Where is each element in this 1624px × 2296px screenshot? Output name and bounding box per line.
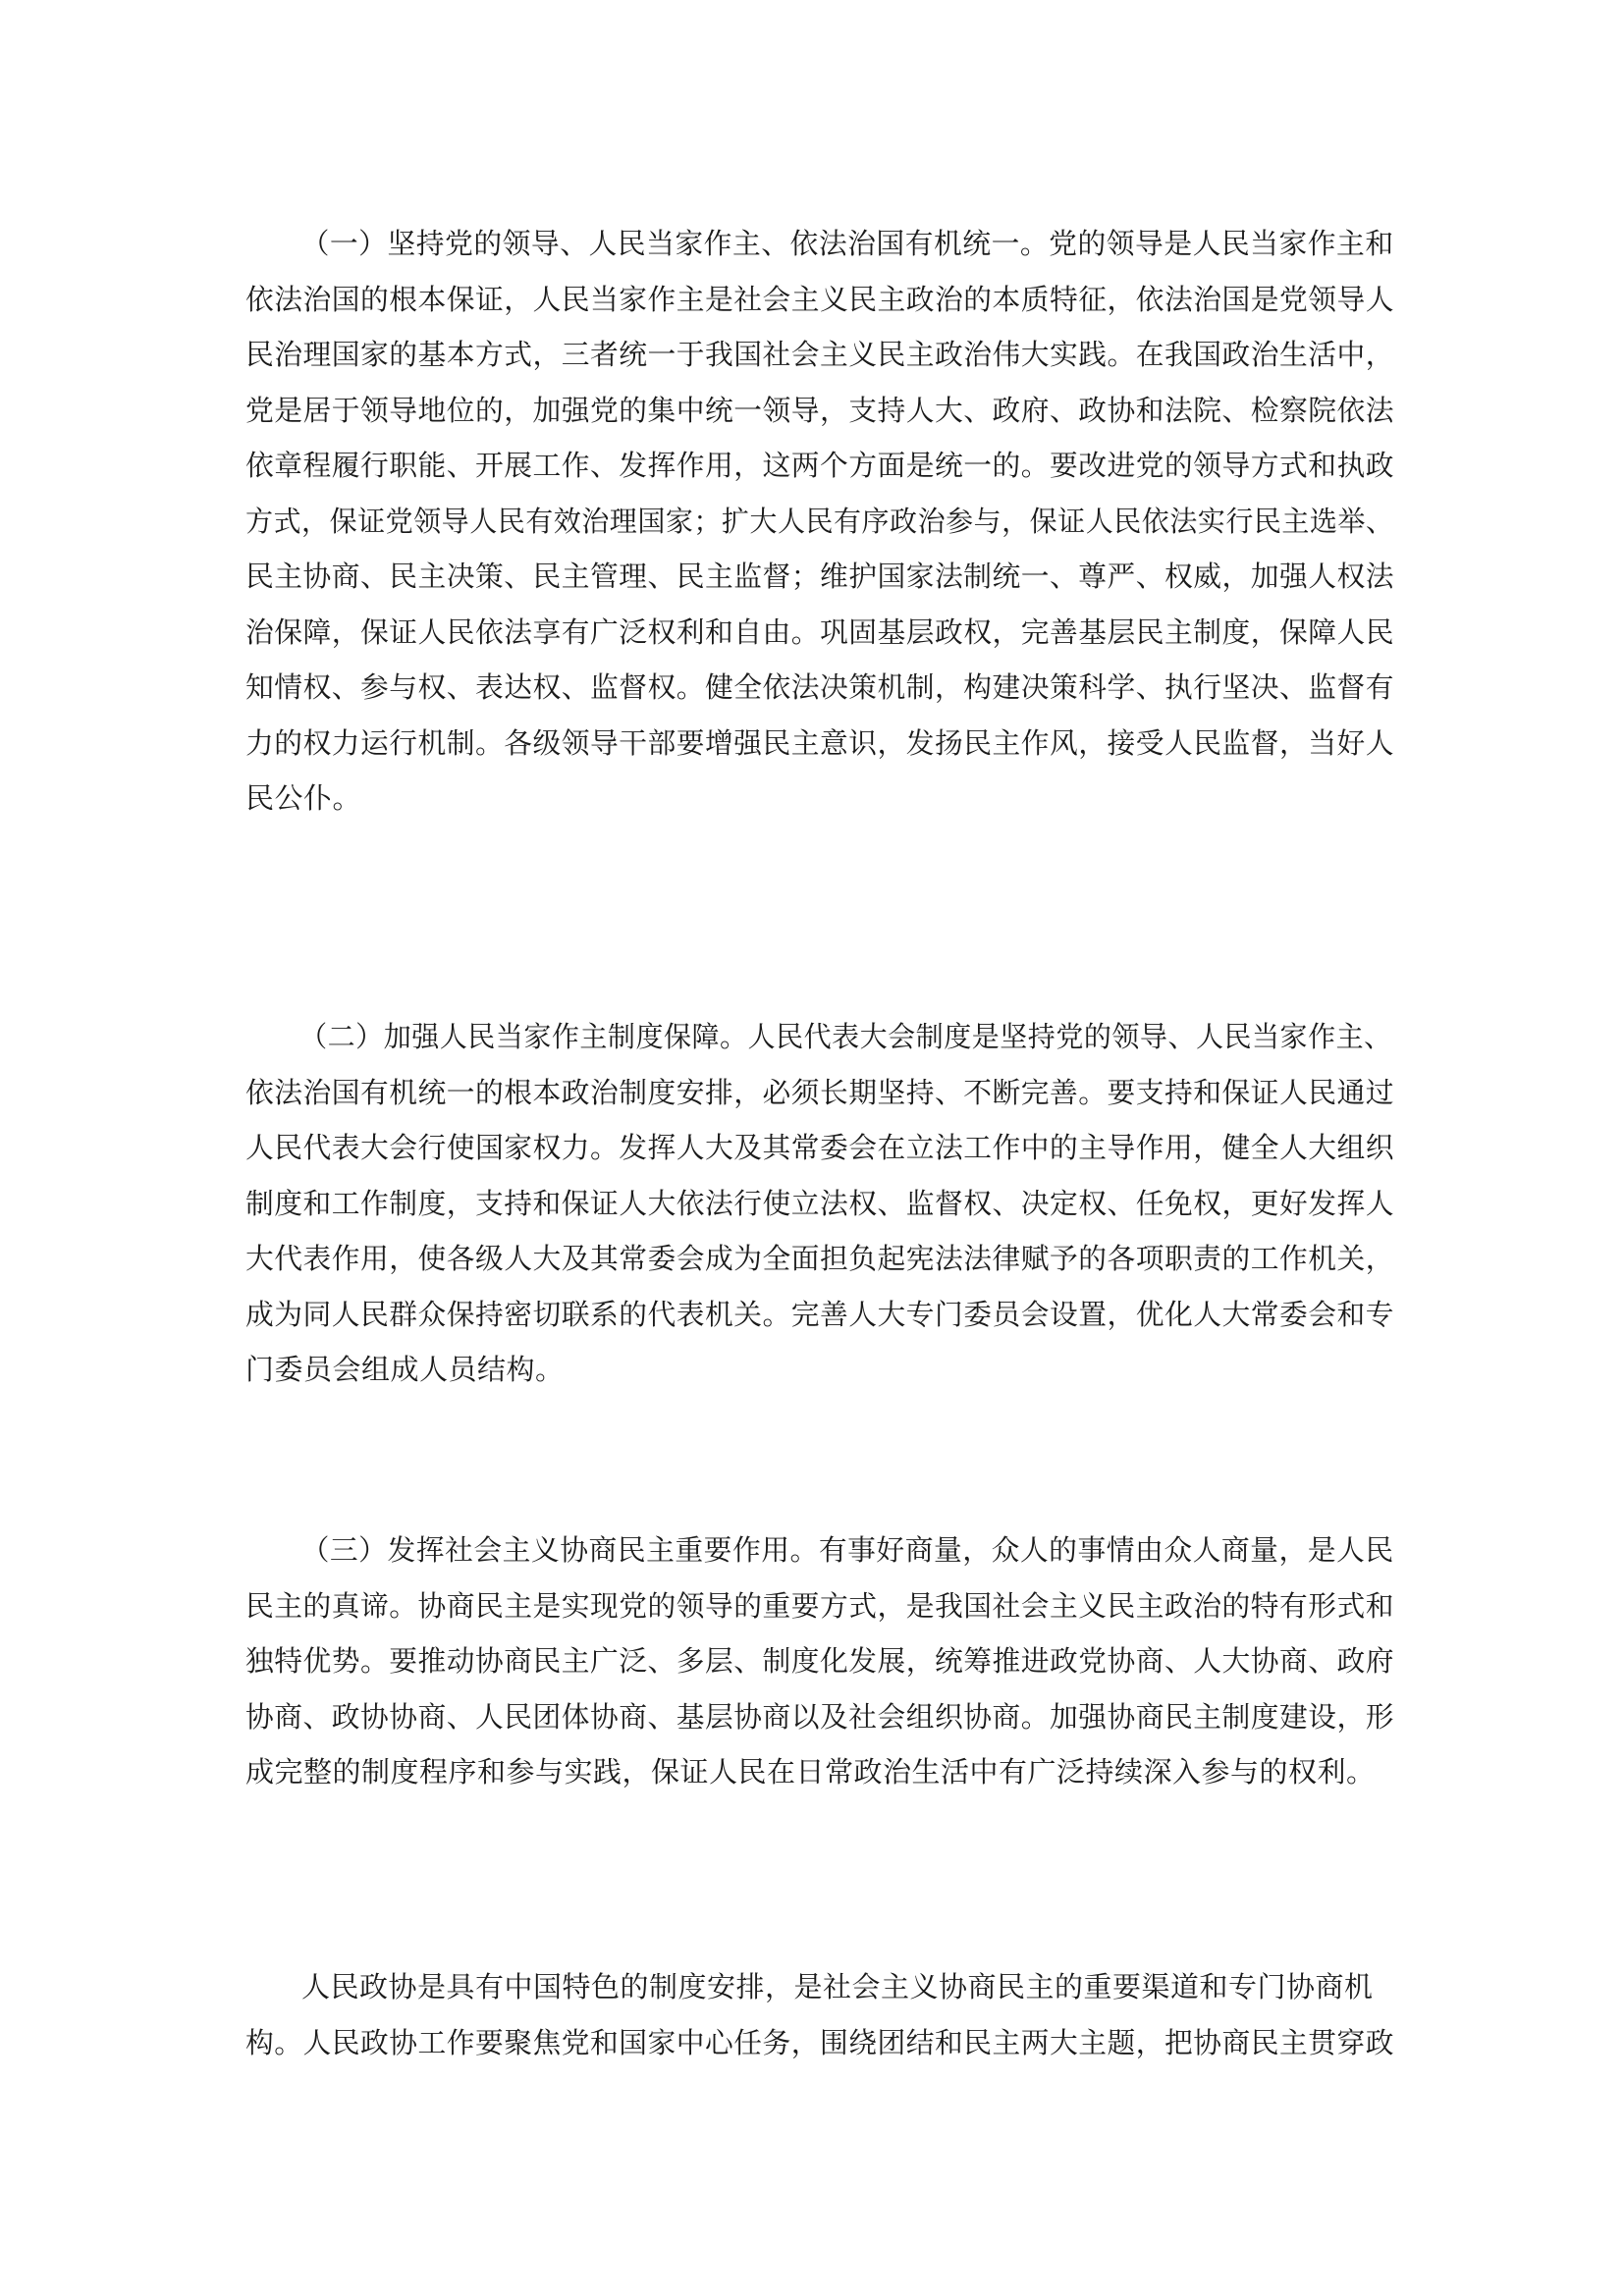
- text-line: 协商、政协协商、人民团体协商、基层协商以及社会组织协商。加强协商民主制度建设，形: [245, 1699, 1394, 1734]
- text-line: 方式，保证党领导人民有效治理国家；扩大人民有序政治参与，保证人民依法实行民主选举、: [245, 504, 1394, 538]
- text-line: 成完整的制度程序和参与实践，保证人民在日常政治生活中有广泛持续深入参与的权利。: [245, 1755, 1376, 1789]
- text-line: 人民代表大会行使国家权力。发挥人大及其常委会在立法工作中的主导作用，健全人大组织: [245, 1131, 1394, 1164]
- text-line: 依法治国有机统一的根本政治制度安排，必须长期坚持、不断完善。要支持和保证人民通过: [245, 1075, 1394, 1109]
- text-line: 门委员会组成人员结构。: [245, 1353, 565, 1386]
- text-line: 构。人民政协工作要聚焦党和国家中心任务，围绕团结和民主两大主题，把协商民主贯穿政: [245, 2025, 1394, 2059]
- paragraph-2: [245, 1009, 1394, 1398]
- text-line: 力的权力运行机制。各级领导干部要增强民主意识，发扬民主作风，接受人民监督，当好人: [245, 725, 1394, 760]
- text-line: 民治理国家的基本方式，三者统一于我国社会主义民主政治伟大实践。在我国政治生活中，: [245, 338, 1394, 371]
- text-line: 依章程履行职能、开展工作、发挥作用，这两个方面是统一的。要改进党的领导方式和执政: [245, 449, 1394, 482]
- text-line: 人民政协是具有中国特色的制度安排，是社会主义协商民主的重要渠道和专门协商机: [301, 1970, 1374, 2003]
- text-line: （三）发挥社会主义协商民主重要作用。有事好商量，众人的事情由众人商量，是人民: [300, 1533, 1394, 1567]
- paragraph-4: [245, 1959, 1394, 2070]
- text-line: 依法治国的根本保证，人民当家作主是社会主义民主政治的本质特征，依法治国是党领导人: [245, 282, 1394, 316]
- text-line: 民主协商、民主决策、民主管理、民主监督；维护国家法制统一、尊严、权威，加强人权法: [245, 560, 1394, 593]
- text-line: 党是居于领导地位的，加强党的集中统一领导，支持人大、政府、政协和法院、检察院依法: [245, 393, 1394, 427]
- text-line: （一）坚持党的领导、人民当家作主、依法治国有机统一。党的领导是人民当家作主和: [300, 227, 1394, 260]
- text-line: 知情权、参与权、表达权、监督权。健全依法决策机制，构建决策科学、执行坚决、监督有: [245, 670, 1394, 704]
- text-line: 民公仆。: [245, 781, 362, 815]
- text-line: 民主的真谛。协商民主是实现党的领导的重要方式，是我国社会主义民主政治的特有形式和: [245, 1588, 1394, 1623]
- paragraph-1: [245, 216, 1394, 827]
- text-line: 大代表作用，使各级人大及其常委会成为全面担负起宪法法律赋予的各项职责的工作机关，: [245, 1242, 1394, 1275]
- text-line: 治保障，保证人民依法享有广泛权利和自由。巩固基层政权，完善基层民主制度，保障人民: [245, 614, 1394, 649]
- text-line: 成为同人民群众保持密切联系的代表机关。完善人大专门委员会设置，优化人大常委会和专: [245, 1297, 1394, 1331]
- paragraph-3: [245, 1522, 1394, 1800]
- text-line: 制度和工作制度，支持和保证人大依法行使立法权、监督权、决定权、任免权，更好发挥人: [245, 1186, 1394, 1220]
- text-line: 独特优势。要推动协商民主广泛、多层、制度化发展，统筹推进政党协商、人大协商、政府: [245, 1644, 1394, 1678]
- text-line: （二）加强人民当家作主制度保障。人民代表大会制度是坚持党的领导、人民当家作主、: [299, 1020, 1392, 1053]
